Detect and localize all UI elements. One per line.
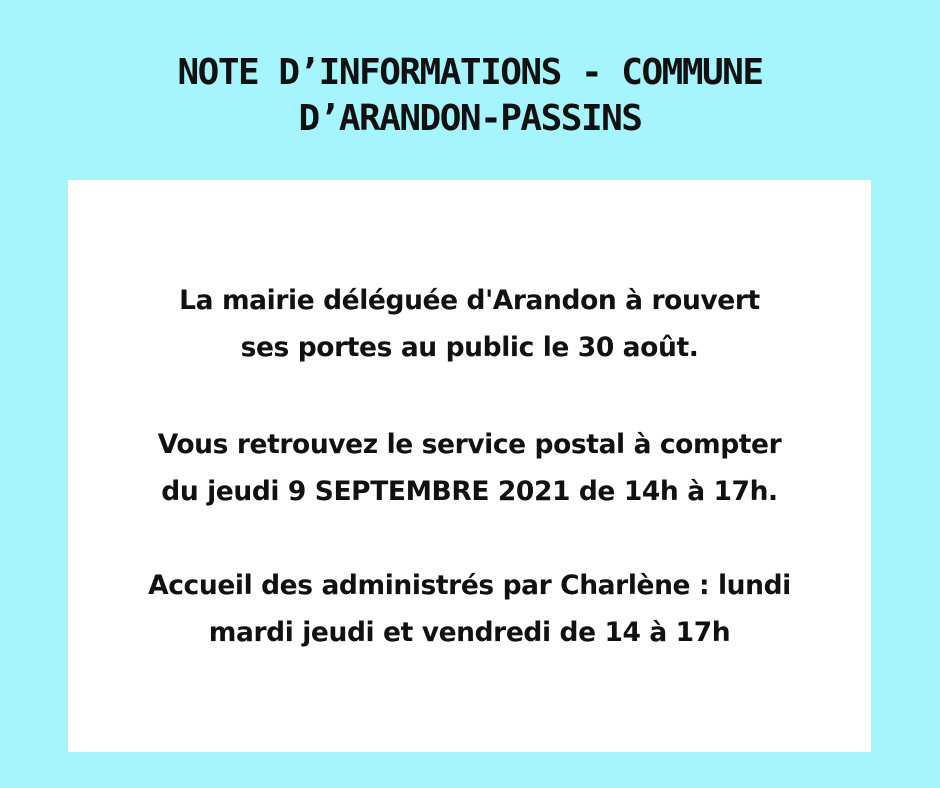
notice-paragraph-reception-hours [68, 562, 871, 656]
notice-paragraph-reception-hours-line-2: mardi jeudi et vendredi de 14 à 17h [208, 617, 731, 648]
notice-paragraph-postal-service [68, 421, 871, 515]
notice-paragraph-postal-service-line-1: Vous retrouvez le service postal à compter [157, 429, 782, 460]
page-title [0, 50, 940, 142]
notice-paragraph-reopening-line-1: La mairie déléguée d'Arandon à rouvert [179, 285, 760, 316]
notice-paragraph-reopening [68, 277, 871, 371]
page-title-line-2: D’ARANDON-PASSINS [298, 98, 642, 139]
notice-paragraph-postal-service-line-2: du jeudi 9 SEPTEMBRE 2021 de 14h à 17h. [161, 476, 778, 507]
page-title-line-1: NOTE D’INFORMATIONS - COMMUNE [177, 52, 763, 93]
notice-paragraph-reception-hours-line-1: Accueil des administrés par Charlène : lundi [148, 570, 791, 601]
notice-card [68, 180, 871, 752]
notice-paragraph-reopening-line-2: ses portes au public le 30 août. [240, 332, 699, 363]
